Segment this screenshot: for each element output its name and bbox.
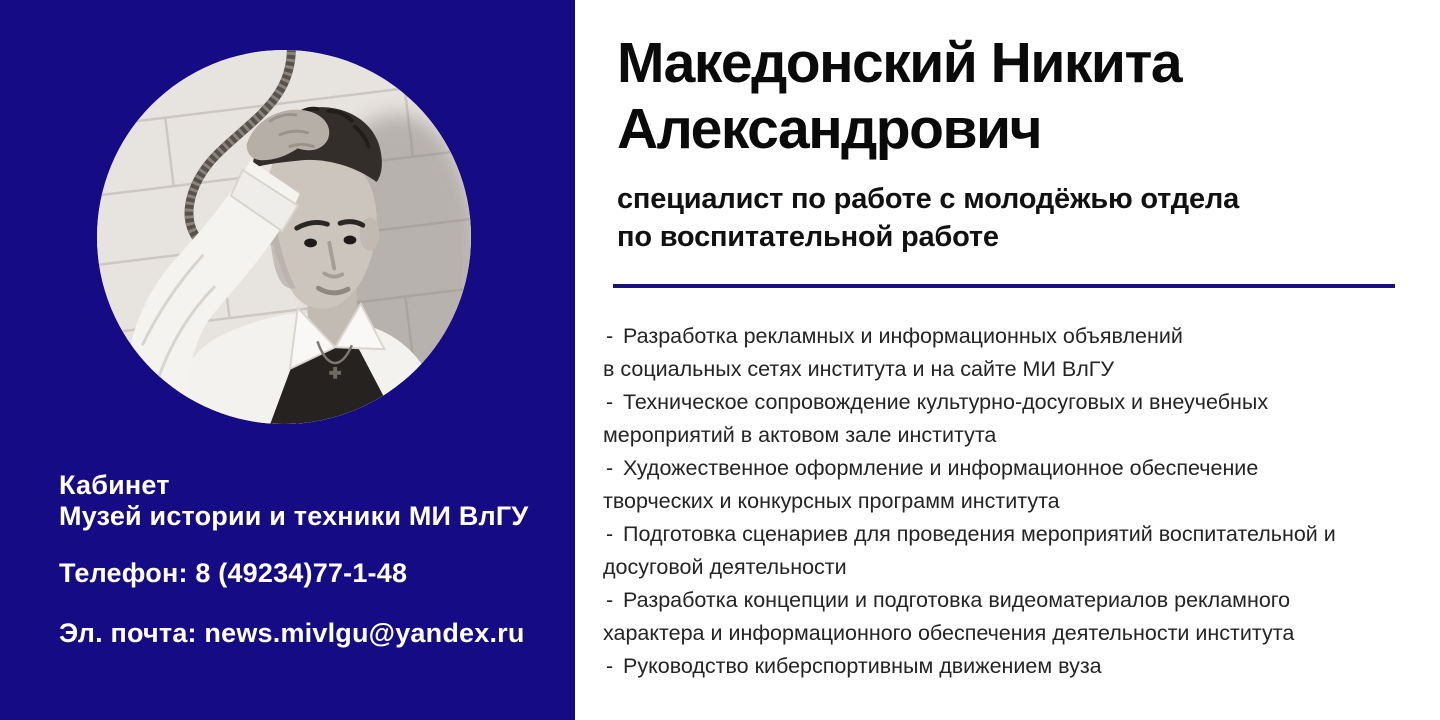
office-label: Кабинет <box>59 470 170 500</box>
sidebar <box>0 0 575 720</box>
duty-line-wrap: мероприятий в актовом зале института <box>603 423 997 447</box>
person-position-line2: по воспитательной работе <box>617 221 999 253</box>
contact-office <box>59 470 528 532</box>
contact-phone: Телефон: 8 (49234)77-1-48 <box>59 558 408 588</box>
ear <box>360 217 380 250</box>
duty-line-wrap: досуговой деятельности <box>603 555 847 579</box>
duty-line-wrap: творческих и конкурсных программ института <box>603 489 1060 513</box>
person-position <box>617 180 1239 256</box>
duty-line-first: - Разработка концепции и подготовка видеоматериалов рекламного <box>606 584 1413 617</box>
duty-item <box>603 452 1413 518</box>
bullet-dash: - <box>606 522 614 546</box>
bullet-dash: - <box>606 456 614 480</box>
person-position-line1: специалист по работе с молодёжью отдела <box>617 183 1240 215</box>
bullet-dash: - <box>606 654 614 678</box>
duty-line-wrap: в социальных сетях института и на сайте МИ ВлГУ <box>603 357 1115 381</box>
section-divider <box>613 284 1395 288</box>
office-value: Музей истории и техники МИ ВлГУ <box>59 501 529 531</box>
duty-line-first: - Руководство киберспортивным движением вуза <box>606 650 1413 683</box>
duty-item <box>603 584 1413 650</box>
duty-line-first: - Техническое сопровождение культурно-досуговых и внеучебных <box>606 386 1413 419</box>
duty-item <box>603 650 1413 683</box>
duty-line-first: - Разработка рекламных и информационных объявлений <box>606 320 1413 353</box>
duties-list <box>603 320 1413 683</box>
bullet-dash: - <box>606 588 614 612</box>
main-content <box>575 0 1440 720</box>
duty-item <box>603 518 1413 584</box>
person-name-line2: Александрович <box>617 97 1042 161</box>
duty-line-wrap: характера и информационного обеспечения деятельности института <box>603 621 1295 645</box>
person-name-line1: Македонский Никита <box>617 31 1182 95</box>
duty-line-first: - Подготовка сценариев для проведения мероприятий воспитательной и <box>606 518 1413 551</box>
duty-item <box>603 386 1413 452</box>
duty-item <box>603 320 1413 386</box>
profile-photo <box>97 50 471 424</box>
bullet-dash: - <box>606 390 614 414</box>
portrait-illustration <box>97 50 471 424</box>
bullet-dash: - <box>606 324 614 348</box>
person-name <box>617 30 1181 162</box>
contact-email: Эл. почта: news.mivlgu@yandex.ru <box>59 618 525 648</box>
duty-line-first: - Художественное оформление и информационное обеспечение <box>606 452 1413 485</box>
